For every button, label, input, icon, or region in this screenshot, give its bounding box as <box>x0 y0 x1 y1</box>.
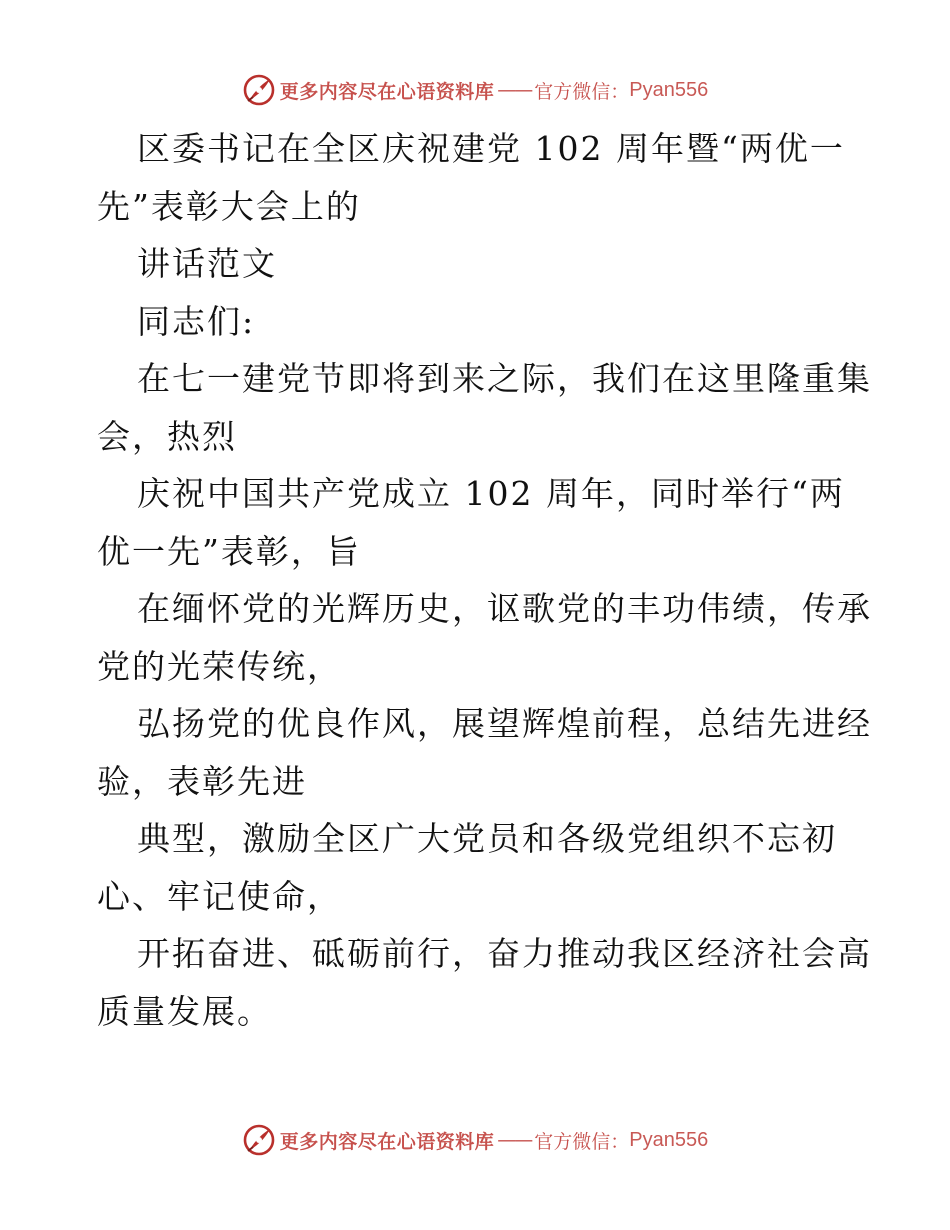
watermark-dash: —— <box>497 79 532 101</box>
title-line-2: 先”表彰大会上的 <box>97 186 361 226</box>
paragraph-line: 党的光荣传统， <box>97 646 342 686</box>
watermark-account: Pyan556 <box>629 78 709 101</box>
watermark-brand: 更多内容尽在心语资料库 <box>279 80 495 103</box>
title-line-3: 讲话范文 <box>137 244 277 283</box>
quill-pen-logo-icon <box>242 73 276 107</box>
watermark-wechat-label: 官方微信： <box>534 1130 630 1153</box>
paragraph-line: 优一先”表彰，旨 <box>97 531 361 571</box>
paragraph-line: 质量发展。 <box>97 991 272 1031</box>
paragraph-line: 开拓奋进、砥砺前行，奋力推动我区经济社会高 <box>137 934 872 973</box>
salutation: 同志们: <box>137 301 256 341</box>
paragraph-line: 会，热烈 <box>97 416 237 456</box>
document-body <box>97 120 872 1040</box>
watermark-brand: 更多内容尽在心语资料库 <box>279 1130 495 1153</box>
paragraph-line: 心、牢记使命， <box>97 876 342 916</box>
title-line-1: 区委书记在全区庆祝建党 102 周年暨“两优一 <box>137 129 845 168</box>
footer-watermark <box>0 1120 950 1160</box>
paragraph-line: 庆祝中国共产党成立 102 周年，同时举行“两 <box>137 474 845 513</box>
paragraph-line: 验，表彰先进 <box>97 761 307 801</box>
watermark-account: Pyan556 <box>629 1128 709 1151</box>
header-watermark <box>0 70 950 110</box>
paragraph-line: 在缅怀党的光辉历史，讴歌党的丰功伟绩，传承 <box>137 589 872 628</box>
watermark-dash: —— <box>497 1129 532 1151</box>
paragraph-line: 弘扬党的优良作风，展望辉煌前程，总结先进经 <box>137 704 872 743</box>
paragraph-line: 在七一建党节即将到来之际，我们在这里隆重集 <box>137 359 872 398</box>
quill-pen-logo-icon <box>242 1123 276 1157</box>
watermark-wechat-label: 官方微信： <box>534 80 630 103</box>
paragraph-line: 典型，激励全区广大党员和各级党组织不忘初 <box>137 819 837 858</box>
